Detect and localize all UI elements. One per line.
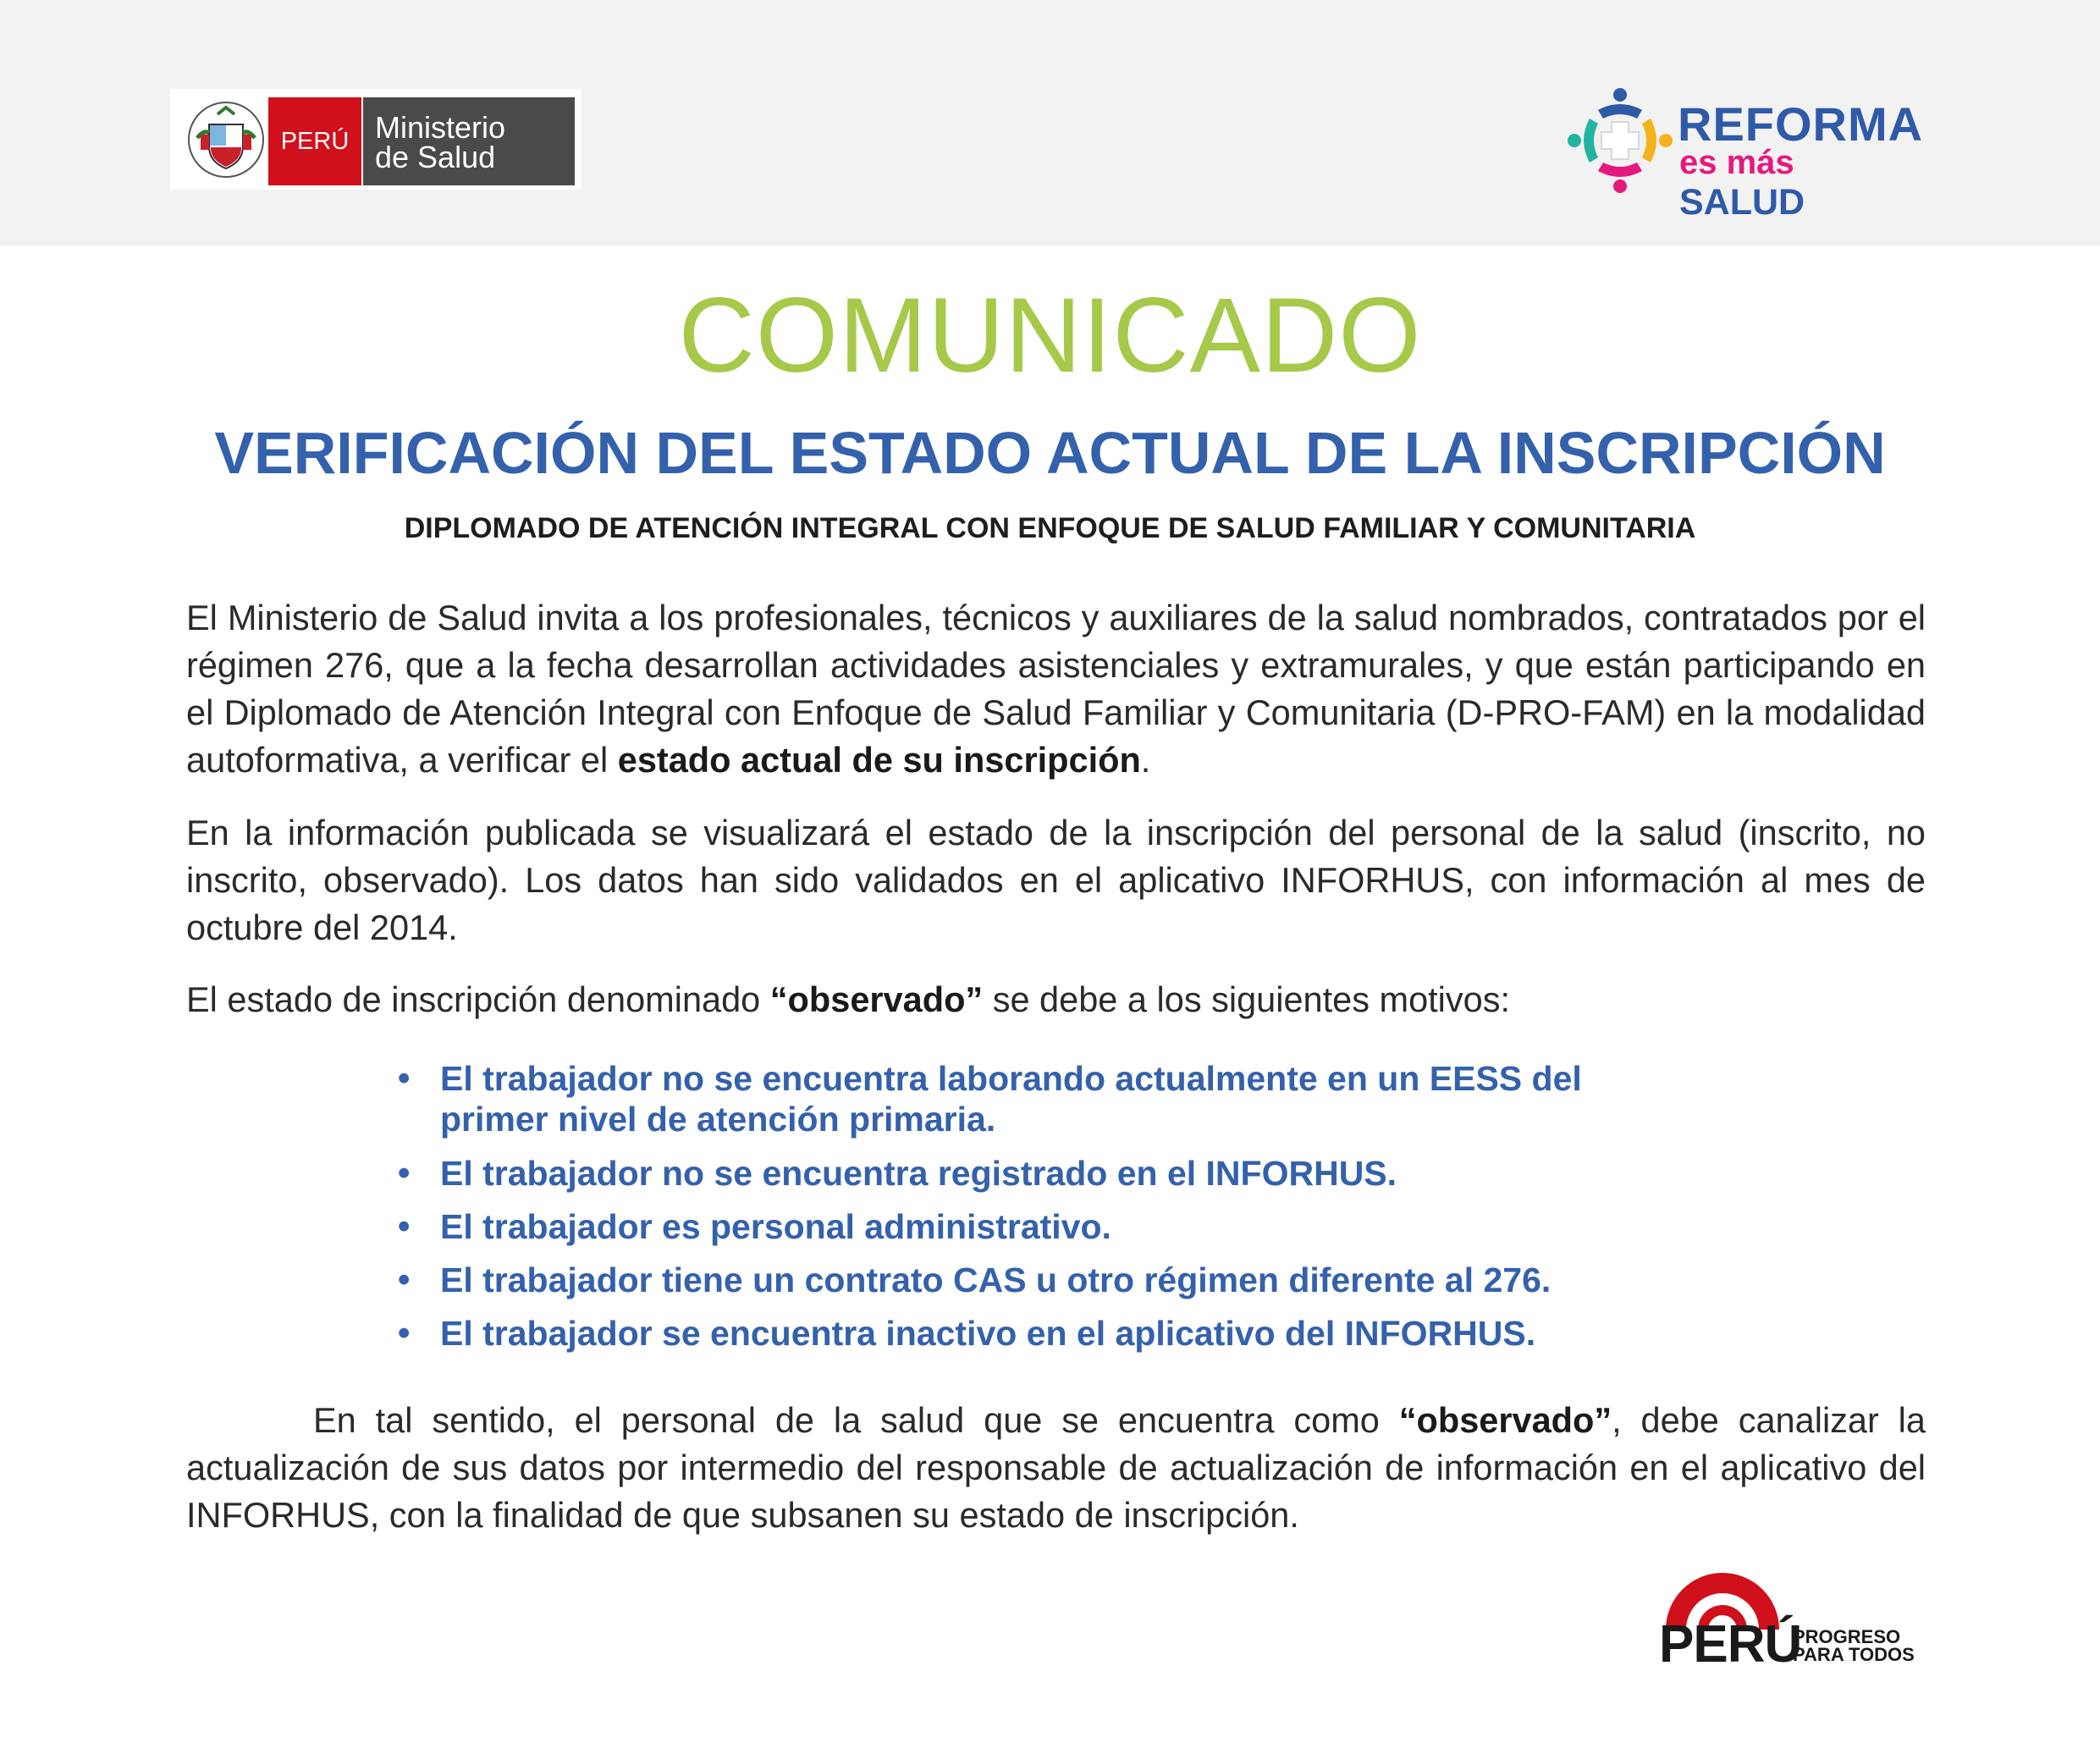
- paragraph-invitation-text: El Ministerio de Salud invita a los profesionales, técnicos y auxiliares de la salud nombrados, contratados por el régimen 276, que a la fecha desarrollan actividades asistenciales y extramurales, y que están participando en el Diplomado de Atención Integral con Enfoque de Salud Familiar y Comunitaria (D-PRO-FAM) en la modalidad autoformativa, a verificar el: [186, 598, 1926, 780]
- list-item-text: • El trabajador tiene un contrato CAS u otro régimen diferente al 276.: [440, 1260, 1552, 1299]
- peru-tagline-line1: PROGRESO: [1793, 1626, 1901, 1647]
- peru-label: PERÚ: [268, 97, 361, 185]
- list-item: [398, 1206, 1667, 1260]
- peru-tagline-line2: PARA TODOS: [1793, 1644, 1915, 1665]
- paragraph-observed-bold: “observado”: [769, 979, 984, 1019]
- ministry-name: [363, 97, 575, 185]
- reforma-tagline-a: es más: [1679, 144, 1794, 181]
- ministry-line1: Ministerio: [375, 110, 506, 145]
- paragraph-observed-before: El estado de inscripción denominado: [186, 979, 770, 1019]
- reforma-tagline: [1679, 144, 1920, 223]
- list-item: [398, 1313, 1667, 1354]
- paragraph-observed: [186, 976, 1926, 1023]
- reasons-list: [398, 1058, 1667, 1354]
- list-item: [398, 1153, 1667, 1206]
- list-item-text: • El trabajador no se encuentra laborando actualmente en un EESS del primer nivel de atención primaria.: [440, 1059, 1582, 1139]
- paragraph-observed-after: se debe a los siguientes motivos:: [983, 979, 1511, 1019]
- page-title: COMUNICADO: [678, 277, 1422, 394]
- paragraph-invitation-bold: estado actual de su inscripción: [617, 740, 1141, 780]
- peru-progreso-logo: [1659, 1570, 1930, 1672]
- peru-coat-of-arms-icon: [182, 96, 270, 184]
- reforma-title: REFORMA: [1678, 97, 1924, 151]
- paragraph-information: En la información publicada se visualizará el estado de la inscripción del personal de la salud (inscrito, no inscrito, observado). Los datos han sido validados en el aplicativo INFORHUS, con información al mes de octubre del 2014.: [186, 813, 1926, 947]
- peru-wordmark: PERÚ: [1659, 1615, 1802, 1674]
- paragraph-conclusion-after: , debe canalizar la actualización de sus datos por intermedio del responsable de actualización de información en el aplicativo del INFORHUS, con la finalidad de que subsanen su estado de inscripción.: [186, 1400, 1926, 1535]
- program-name: DIPLOMADO DE ATENCIÓN INTEGRAL CON ENFOQUE DE SALUD FAMILIAR Y COMUNITARIA: [404, 512, 1696, 544]
- list-item-text: • El trabajador es personal administrativo.: [440, 1207, 1111, 1246]
- minsa-logo: [170, 89, 581, 190]
- list-item-text: • El trabajador no se encuentra registrado en el INFORHUS.: [440, 1154, 1397, 1193]
- paragraph-conclusion: [186, 1397, 1926, 1539]
- reforma-logo: [1564, 85, 1924, 223]
- peru-tagline: [1793, 1628, 1915, 1663]
- subtitle: VERIFICACIÓN DEL ESTADO ACTUAL DE LA INSCRIPCIÓN: [214, 420, 1886, 486]
- paragraph-invitation-end: .: [1140, 740, 1151, 780]
- reforma-people-icon: [1564, 85, 1676, 196]
- list-item: [398, 1260, 1667, 1313]
- paragraph-invitation: [186, 594, 1926, 784]
- reforma-tagline-b: SALUD: [1679, 182, 1805, 223]
- ministry-line2: de Salud: [375, 140, 496, 174]
- paragraph-conclusion-before: En tal sentido, el personal de la salud que se encuentra como: [313, 1400, 1399, 1440]
- list-item: [398, 1058, 1667, 1153]
- list-item-text: • El trabajador se encuentra inactivo en el aplicativo del INFORHUS.: [440, 1314, 1536, 1353]
- paragraph-conclusion-bold: “observado”: [1398, 1400, 1612, 1440]
